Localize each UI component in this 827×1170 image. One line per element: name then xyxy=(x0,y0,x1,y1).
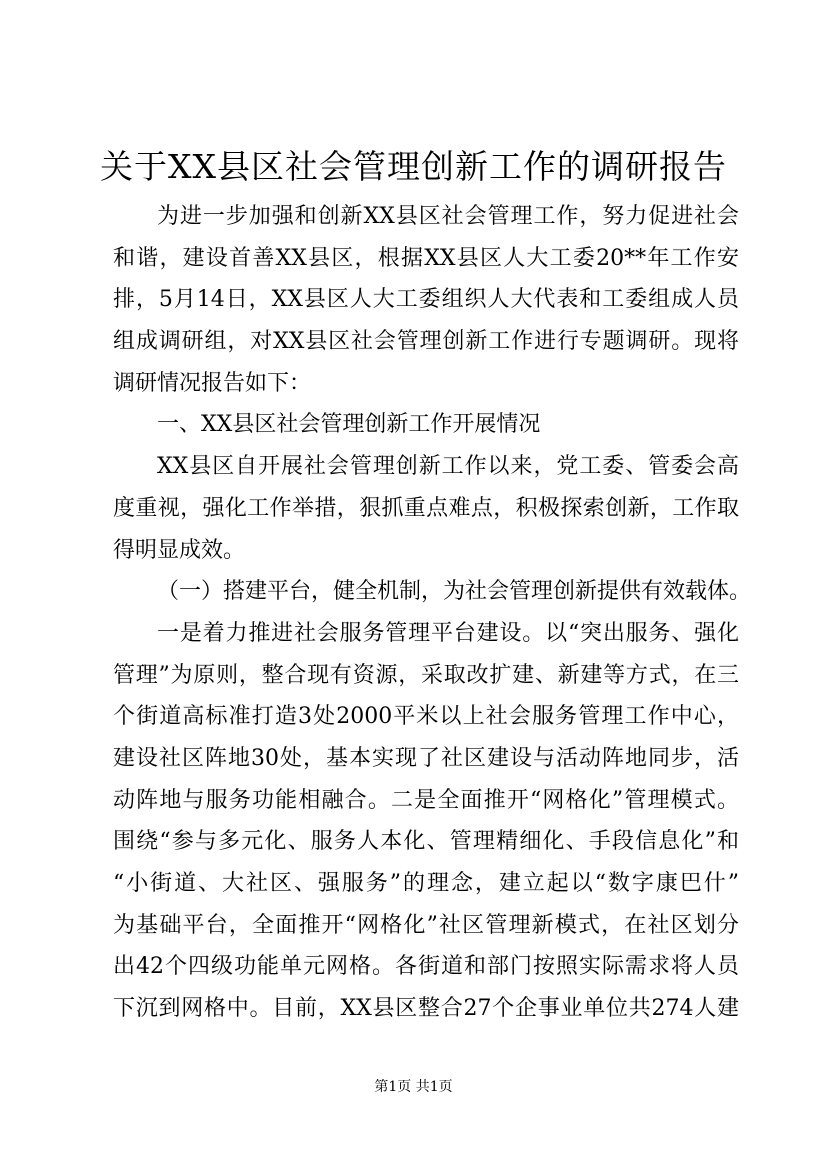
paragraph-line: 调研情况报告如下： xyxy=(113,370,312,396)
subsection-heading: （一）搭建平台，健全机制，为社会管理创新提供有效载体。 xyxy=(157,579,752,605)
document-body xyxy=(113,196,752,1030)
paragraph-line: 和谐，建设首善XX县区，根据XX县区人大工委20**年工作安 xyxy=(113,245,739,271)
paragraph-line: 度重视，强化工作举措，狠抓重点难点，积极探索创新，工作取 xyxy=(113,495,739,521)
section-heading: 一、XX县区社会管理创新工作开展情况 xyxy=(157,412,541,438)
paragraph-line: 动阵地与服务功能相融合。二是全面推开“网格化”管理模式。 xyxy=(113,787,739,813)
paragraph-line: 组成调研组，对XX县区社会管理创新工作进行专题调研。现将 xyxy=(113,329,739,355)
paragraph-line: 建设社区阵地30处，基本实现了社区建设与活动阵地同步，活 xyxy=(113,745,739,771)
paragraph-line: 得明显成效。 xyxy=(113,537,246,563)
paragraph-line: 为进一步加强和创新XX县区社会管理工作，努力促进社会 xyxy=(157,204,739,229)
paragraph-line: 一是着力推进社会服务管理平台建设。以“突出服务、强化 xyxy=(157,620,739,646)
paragraph-line: 个街道高标准打造3处2000平米以上社会服务管理工作中心， xyxy=(113,704,739,730)
paragraph-line: 出42个四级功能单元网格。各街道和部门按照实际需求将人员 xyxy=(113,954,739,980)
paragraph-line: 围绕“参与多元化、服务人本化、管理精细化、手段信息化”和 xyxy=(113,829,739,855)
paragraph-line: 为基础平台，全面推开“网格化”社区管理新模式，在社区划分 xyxy=(113,912,739,938)
page-number-footer: 第1页 共1页 xyxy=(374,1079,453,1095)
paragraph-line: 下沉到网格中。目前，XX县区整合27个企事业单位共274人建 xyxy=(113,996,739,1022)
paragraph-line: 排，5月14日，XX县区人大工委组织人大代表和工委组成人员 xyxy=(113,287,739,313)
document-title: 关于XX县区社会管理创新工作的调研报告 xyxy=(100,147,727,186)
paragraph-line: “小街道、大社区、强服务”的理念，建立起以“数字康巴什” xyxy=(113,871,739,896)
paragraph-line: 管理”为原则，整合现有资源，采取改扩建、新建等方式，在三 xyxy=(113,662,739,688)
paragraph-line: XX县区自开展社会管理创新工作以来，党工委、管委会高 xyxy=(157,454,739,480)
